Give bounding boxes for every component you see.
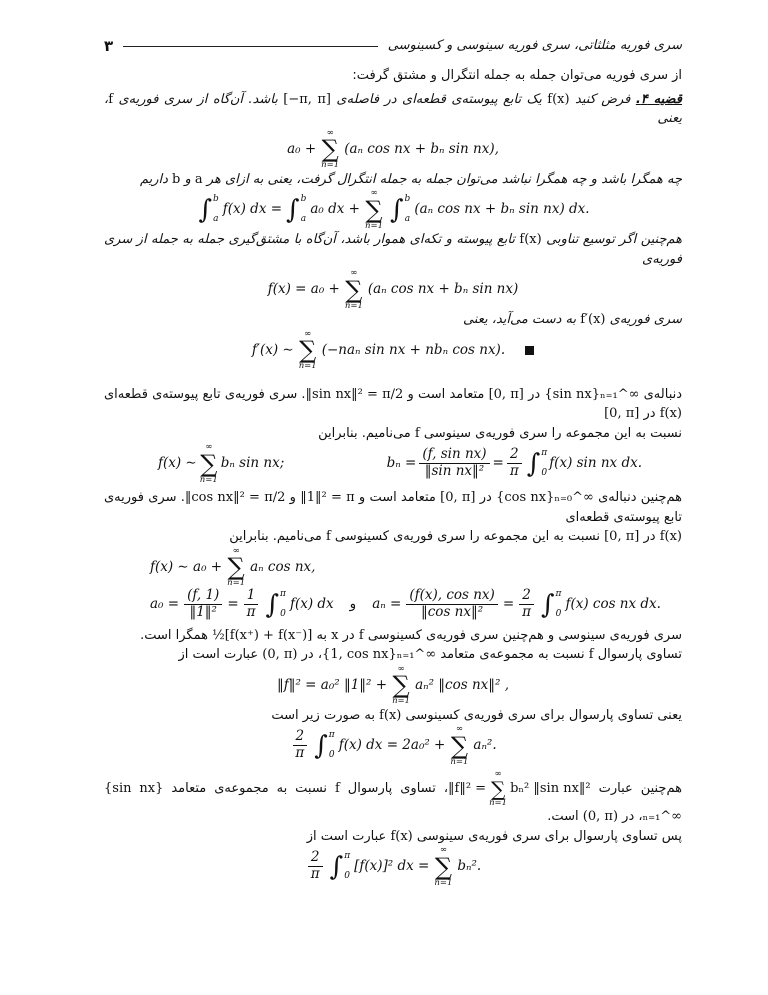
sum-upper: ∞ <box>350 268 358 278</box>
eq-text: f(x) ∼ a₀ + <box>150 558 223 575</box>
math-inline: f <box>335 780 340 796</box>
eq-text: f′(x) ∼ <box>251 341 294 358</box>
int-lower: 0 <box>344 871 351 881</box>
numerator: (f, sin nx) <box>419 447 489 464</box>
para-text: پس تساوی پارسوال برای سری فوریه‌ی سینوسی <box>416 828 682 844</box>
para-text: در <box>643 406 656 421</box>
intro-line: از سری فوریه می‌توان جمله به جمله انتگرال و مشتق گرفت: <box>352 68 682 83</box>
sigma-symbol: ∑ <box>392 671 410 699</box>
eq-text: = <box>492 455 504 472</box>
para-text: ، در <box>301 647 323 662</box>
integral <box>541 588 561 622</box>
summation <box>321 129 339 170</box>
int-lower: a <box>300 214 307 224</box>
fraction <box>419 447 489 479</box>
integral-bounds <box>541 447 547 481</box>
sigma-symbol: ∑ <box>345 275 363 304</box>
para-integration <box>104 170 682 190</box>
para-text: سری فوریه‌ی <box>609 312 682 327</box>
sum-lower: n=1 <box>450 756 469 767</box>
running-header <box>104 34 682 58</box>
denominator: π <box>509 463 519 479</box>
para-text: می‌نامیم. بنابراین <box>229 529 322 544</box>
para-sine-definition-cont <box>104 424 682 444</box>
para-text: سری فوریه‌ی سینوسی و هم‌چنین سری فوریه‌ی کسینوسی <box>367 627 682 643</box>
eq-text: a₀ + <box>287 140 317 157</box>
summation <box>392 665 410 706</box>
sigma-symbol: ∑ <box>490 776 506 801</box>
sum-upper: ∞ <box>370 188 378 198</box>
equation-fourier-series <box>104 269 682 310</box>
math-inline: [−π, π] <box>283 91 331 107</box>
integral <box>286 193 306 227</box>
eq-text: aₙ². <box>473 737 497 754</box>
proposition-statement <box>104 90 682 129</box>
sum-lower: n=1 <box>364 220 383 231</box>
para-text: هم‌چنین عبارت <box>598 780 682 796</box>
fraction <box>406 588 497 620</box>
eq-text: = <box>227 596 239 613</box>
int-upper: π <box>344 850 351 861</box>
eq-text: f(x) ∼ <box>158 455 197 472</box>
eq-text: bₙ = <box>386 455 417 472</box>
sum-lower: n=1 <box>321 160 340 170</box>
para-text: تساوی پارسوال <box>597 647 682 662</box>
para-text: به <box>316 627 328 643</box>
denominator: π <box>295 745 305 761</box>
integral-symbol: ∫ <box>286 194 300 225</box>
integral-bounds <box>329 729 335 763</box>
para-text: نسبت به مجموعه‌ی متعامد <box>171 780 328 796</box>
equation-parseval-sine-integral <box>104 846 682 887</box>
fraction <box>519 588 534 620</box>
para-text: در <box>643 529 656 544</box>
sine-coefficient <box>387 447 642 481</box>
int-lower: a <box>404 214 411 224</box>
equation-cosine-coefficients <box>104 588 682 622</box>
math-inline: f(x) <box>390 828 413 844</box>
para-text: همگرا است. <box>140 627 208 643</box>
para-text: و <box>289 490 296 505</box>
integral <box>390 193 410 227</box>
eq-text: bₙ² ‖sin nx‖² <box>510 780 591 796</box>
integral-symbol: ∫ <box>390 194 404 225</box>
fraction <box>507 447 522 479</box>
eq-text: aₙ cos nx, <box>250 558 316 575</box>
para-differentiation <box>104 230 682 269</box>
sum-lower: n=1 <box>227 578 246 588</box>
para-text: است. <box>547 809 579 824</box>
para-sine-definition <box>104 385 682 424</box>
int-upper: b <box>300 193 307 204</box>
sigma-symbol: ∑ <box>365 195 383 224</box>
sigma-symbol: ∑ <box>321 135 339 163</box>
para-text: هم‌چنین اگر توسیع تناوبی <box>546 232 682 247</box>
sum-lower: n=1 <box>434 877 453 888</box>
fraction <box>244 588 259 620</box>
para-text: ، تساوی پارسوال <box>347 780 449 796</box>
integral-bounds <box>280 588 286 622</box>
sum-upper: ∞ <box>205 442 213 452</box>
fraction <box>292 729 307 761</box>
para-text: دنباله‌ی <box>643 386 683 402</box>
integral-bounds <box>405 193 411 227</box>
int-lower: 0 <box>328 750 335 760</box>
sine-series-lhs <box>158 443 284 484</box>
denominator: ‖1‖² <box>189 604 217 620</box>
para-text: می‌نامیم. بنابراین <box>318 425 411 441</box>
numerator: (f(x), cos nx) <box>406 588 497 605</box>
math-inline: (0, π) <box>262 647 298 662</box>
para-text: نسبت به این مجموعه را سری فوریه‌ی سینوسی <box>423 425 682 441</box>
eq-text: f(x) dx <box>289 596 334 613</box>
numerator: 2 <box>293 729 308 746</box>
sum-upper: ∞ <box>232 545 240 556</box>
integral <box>198 193 218 227</box>
eq-text: ‖f‖² = <box>448 780 487 796</box>
math-inline: f <box>108 91 114 107</box>
int-upper: b <box>404 193 411 204</box>
para-parseval <box>104 645 682 665</box>
math-inline: f′(x) <box>580 312 606 327</box>
integral-symbol: ∫ <box>541 589 555 620</box>
numerator: 2 <box>308 850 323 867</box>
para-text: عبارت است از <box>178 647 259 662</box>
integral-bounds <box>344 850 350 884</box>
eq-text: ‖f‖² = a₀² ‖1‖² + <box>276 676 388 693</box>
fraction <box>184 588 222 620</box>
sigma-symbol: ∑ <box>434 852 452 881</box>
sigma-symbol: ∑ <box>200 449 218 478</box>
eq-text: = <box>502 596 515 613</box>
integral-symbol: ∫ <box>526 448 541 479</box>
equation-derivative <box>104 330 682 371</box>
proposition-label: قضیه ۴. <box>635 91 682 107</box>
para-parseval-cosine <box>104 706 682 726</box>
summation <box>200 443 218 484</box>
para-text: نسبت به این مجموعه را سری فوریه‌ی کسینوسی <box>334 529 600 544</box>
math-inline: f(x) <box>379 707 402 723</box>
prop-text: ، یعنی <box>104 91 682 126</box>
eq-text: a₀ = <box>150 596 180 613</box>
eq-text: (−naₙ sin nx + nbₙ cos nx). <box>321 341 506 358</box>
eq-text: [f(x)]² dx = <box>354 858 430 875</box>
math-inline: ‖cos nx‖² = π/2 <box>184 490 286 505</box>
summation <box>434 846 452 887</box>
math-inline: ‖1‖² = π <box>300 490 355 505</box>
summation <box>489 770 507 807</box>
para-text: داریم <box>139 171 168 187</box>
integral-symbol: ∫ <box>329 851 344 882</box>
para-convergence <box>104 626 682 646</box>
para-parseval-sine <box>104 770 682 827</box>
integral-symbol: ∫ <box>198 194 212 225</box>
integral-symbol: ∫ <box>265 589 280 620</box>
integral <box>266 588 286 622</box>
sum-lower: n=1 <box>392 696 411 706</box>
math-inline: {sin nx}ₙ₌₁^∞ <box>104 780 682 824</box>
equation-cosine-series <box>104 547 682 588</box>
integral-bounds <box>556 588 562 622</box>
sum-upper: ∞ <box>455 724 463 734</box>
math-inline: [0, π] <box>488 386 524 402</box>
integral <box>330 850 350 884</box>
para-text: متعامد است و <box>358 490 436 505</box>
sum-upper: ∞ <box>439 845 447 855</box>
equation-sine-series <box>104 443 682 484</box>
integral <box>314 729 334 763</box>
sum-upper: ∞ <box>326 127 334 138</box>
math-inline: f <box>325 529 331 544</box>
sum-lower: n=1 <box>344 300 363 311</box>
math-inline: ‖sin nx‖² = π/2 <box>305 386 404 402</box>
eq-text: f(x) cos nx dx. <box>565 596 661 613</box>
para-text: . سری فوریه‌ی تابع پیوسته‌ی قطعه‌ای <box>104 490 682 525</box>
page-number: ۳ <box>104 36 114 55</box>
math-inline: a <box>194 171 203 187</box>
int-upper: π <box>555 588 562 599</box>
eq-text: bₙ sin nx; <box>220 455 285 472</box>
sum-lower: n=1 <box>489 797 508 808</box>
para-text: نسبت به مجموعه‌ی متعامد <box>440 647 585 662</box>
prop-text: باشد. آن‌گاه از سری فوریه‌ی <box>118 91 278 107</box>
summation <box>227 547 245 588</box>
para-text: هم‌چنین دنباله‌ی <box>598 490 683 505</box>
integral <box>527 447 547 481</box>
eq-text: (aₙ cos nx + bₙ sin nx), <box>344 140 499 157</box>
math-inline: ½[f(x⁺) + f(x⁻)] <box>212 627 313 643</box>
para-text: تابع پیوسته و تکه‌ای هموار باشد، آن‌گاه با مشتق‌گیری جمله به جمله از سری فوریه‌ی <box>104 232 682 267</box>
int-lower: 0 <box>541 468 548 478</box>
int-upper: b <box>212 193 219 204</box>
para-text: در <box>528 386 541 402</box>
math-inline: {1, cos nx}ₙ₌₁^∞ <box>322 647 437 662</box>
equation-series <box>104 129 682 170</box>
math-inline: f(x) <box>547 91 570 107</box>
eq-connector: و <box>349 596 357 613</box>
math-inline: [0, π] <box>604 406 640 421</box>
math-inline: f(x) <box>519 232 542 247</box>
int-upper: π <box>280 588 286 599</box>
int-lower: 0 <box>280 609 286 619</box>
eq-text: (aₙ cos nx + bₙ sin nx) <box>367 281 519 298</box>
int-lower: 0 <box>555 609 562 619</box>
math-inline: f(x) <box>659 406 682 421</box>
summation <box>299 330 317 371</box>
math-inline: {cos nx}ₙ₌₀^∞ <box>496 490 594 505</box>
eq-text: a₀ dx + <box>310 201 360 218</box>
numerator: (f, 1) <box>184 588 222 605</box>
eq-text: aₙ² ‖cos nx‖² , <box>415 676 510 693</box>
math-inline: b <box>172 171 181 187</box>
equation-integral <box>104 189 682 230</box>
numerator: 2 <box>519 588 534 605</box>
fraction <box>308 850 323 882</box>
prop-text: یک تابع پیوسته‌ی قطعه‌ای در فاصله‌ی <box>336 91 542 107</box>
integral-bounds <box>301 193 307 227</box>
para-text: متعامد است و <box>407 386 485 402</box>
para-text: چه همگرا باشد و چه همگرا نباشد می‌توان جمله به جمله انتگرال گرفت، یعنی به ازای هر <box>206 171 682 187</box>
para-text: به صورت زیر است <box>271 707 375 723</box>
summation <box>365 189 383 230</box>
sigma-symbol: ∑ <box>299 336 317 364</box>
equation-parseval-cosine-integral <box>104 725 682 766</box>
denominator: ‖cos nx‖² <box>421 604 484 620</box>
math-inline: f <box>414 425 420 441</box>
int-lower: a <box>213 214 219 224</box>
math-inline: x <box>331 627 339 643</box>
sum-upper: ∞ <box>397 663 405 674</box>
para-text: عبارت است از <box>306 828 387 844</box>
eq-text: f(x) dx = <box>222 201 283 218</box>
int-upper: π <box>541 447 548 458</box>
para-cosine-definition <box>104 488 682 527</box>
para-text: و <box>184 171 191 187</box>
eq-text: aₙ = <box>372 596 402 613</box>
para-derivative-series <box>104 310 682 330</box>
sigma-symbol: ∑ <box>227 553 245 581</box>
para-text: یعنی تساوی پارسوال برای سری فوریه‌ی کسینوسی <box>405 707 682 723</box>
para-text: به دست می‌آید، یعنی <box>462 312 577 327</box>
eq-text: f(x) dx = 2a₀² + <box>338 737 446 754</box>
sum-upper: ∞ <box>304 328 312 339</box>
denominator: π <box>246 604 256 620</box>
denominator: ‖sin nx‖² <box>424 463 485 479</box>
math-inline: [0, π] <box>440 490 476 505</box>
prop-text: فرض کنید <box>575 91 631 107</box>
header-rule <box>123 46 378 47</box>
integral-symbol: ∫ <box>314 730 328 761</box>
sigma-symbol: ∑ <box>450 731 468 760</box>
summation <box>450 725 468 766</box>
para-text: در <box>479 490 492 505</box>
math-inline: {sin nx}ₙ₌₁^∞ <box>544 386 640 402</box>
eq-text: (aₙ cos nx + bₙ sin nx) dx. <box>414 201 590 218</box>
eq-text: f(x) sin nx dx. <box>549 455 642 472</box>
math-inline <box>448 770 591 807</box>
math-inline: f <box>358 627 364 643</box>
numerator: 2 <box>507 447 522 464</box>
eq-text: f(x) = a₀ + <box>267 281 340 298</box>
math-inline: [0, π] <box>604 529 640 544</box>
running-title: سری فوریه مثلثاتی، سری فوریه سینوسی و کسینوسی <box>387 38 682 54</box>
sum-upper: ∞ <box>494 769 502 779</box>
int-upper: π <box>328 729 335 740</box>
para-text: در <box>342 627 355 643</box>
eq-text: bₙ². <box>457 858 482 875</box>
sum-lower: n=1 <box>199 474 218 485</box>
denominator: π <box>522 604 531 620</box>
numerator: 1 <box>244 588 259 605</box>
summation <box>345 269 363 310</box>
sum-lower: n=1 <box>298 361 317 371</box>
para-text: . سری فوریه‌ی تابع پیوسته‌ی قطعه‌ای <box>104 386 306 402</box>
para-text: ، در <box>622 809 643 824</box>
equation-parseval-cosine <box>104 665 682 706</box>
math-inline: (0, π) <box>582 809 619 824</box>
math-inline: f <box>588 647 594 662</box>
para-cosine-definition-cont <box>104 527 682 547</box>
math-inline: f(x) <box>659 529 682 544</box>
integral-bounds <box>213 193 219 227</box>
denominator: π <box>310 866 320 882</box>
qed-square-icon <box>525 346 534 355</box>
para-parseval-sine-final <box>104 827 682 847</box>
